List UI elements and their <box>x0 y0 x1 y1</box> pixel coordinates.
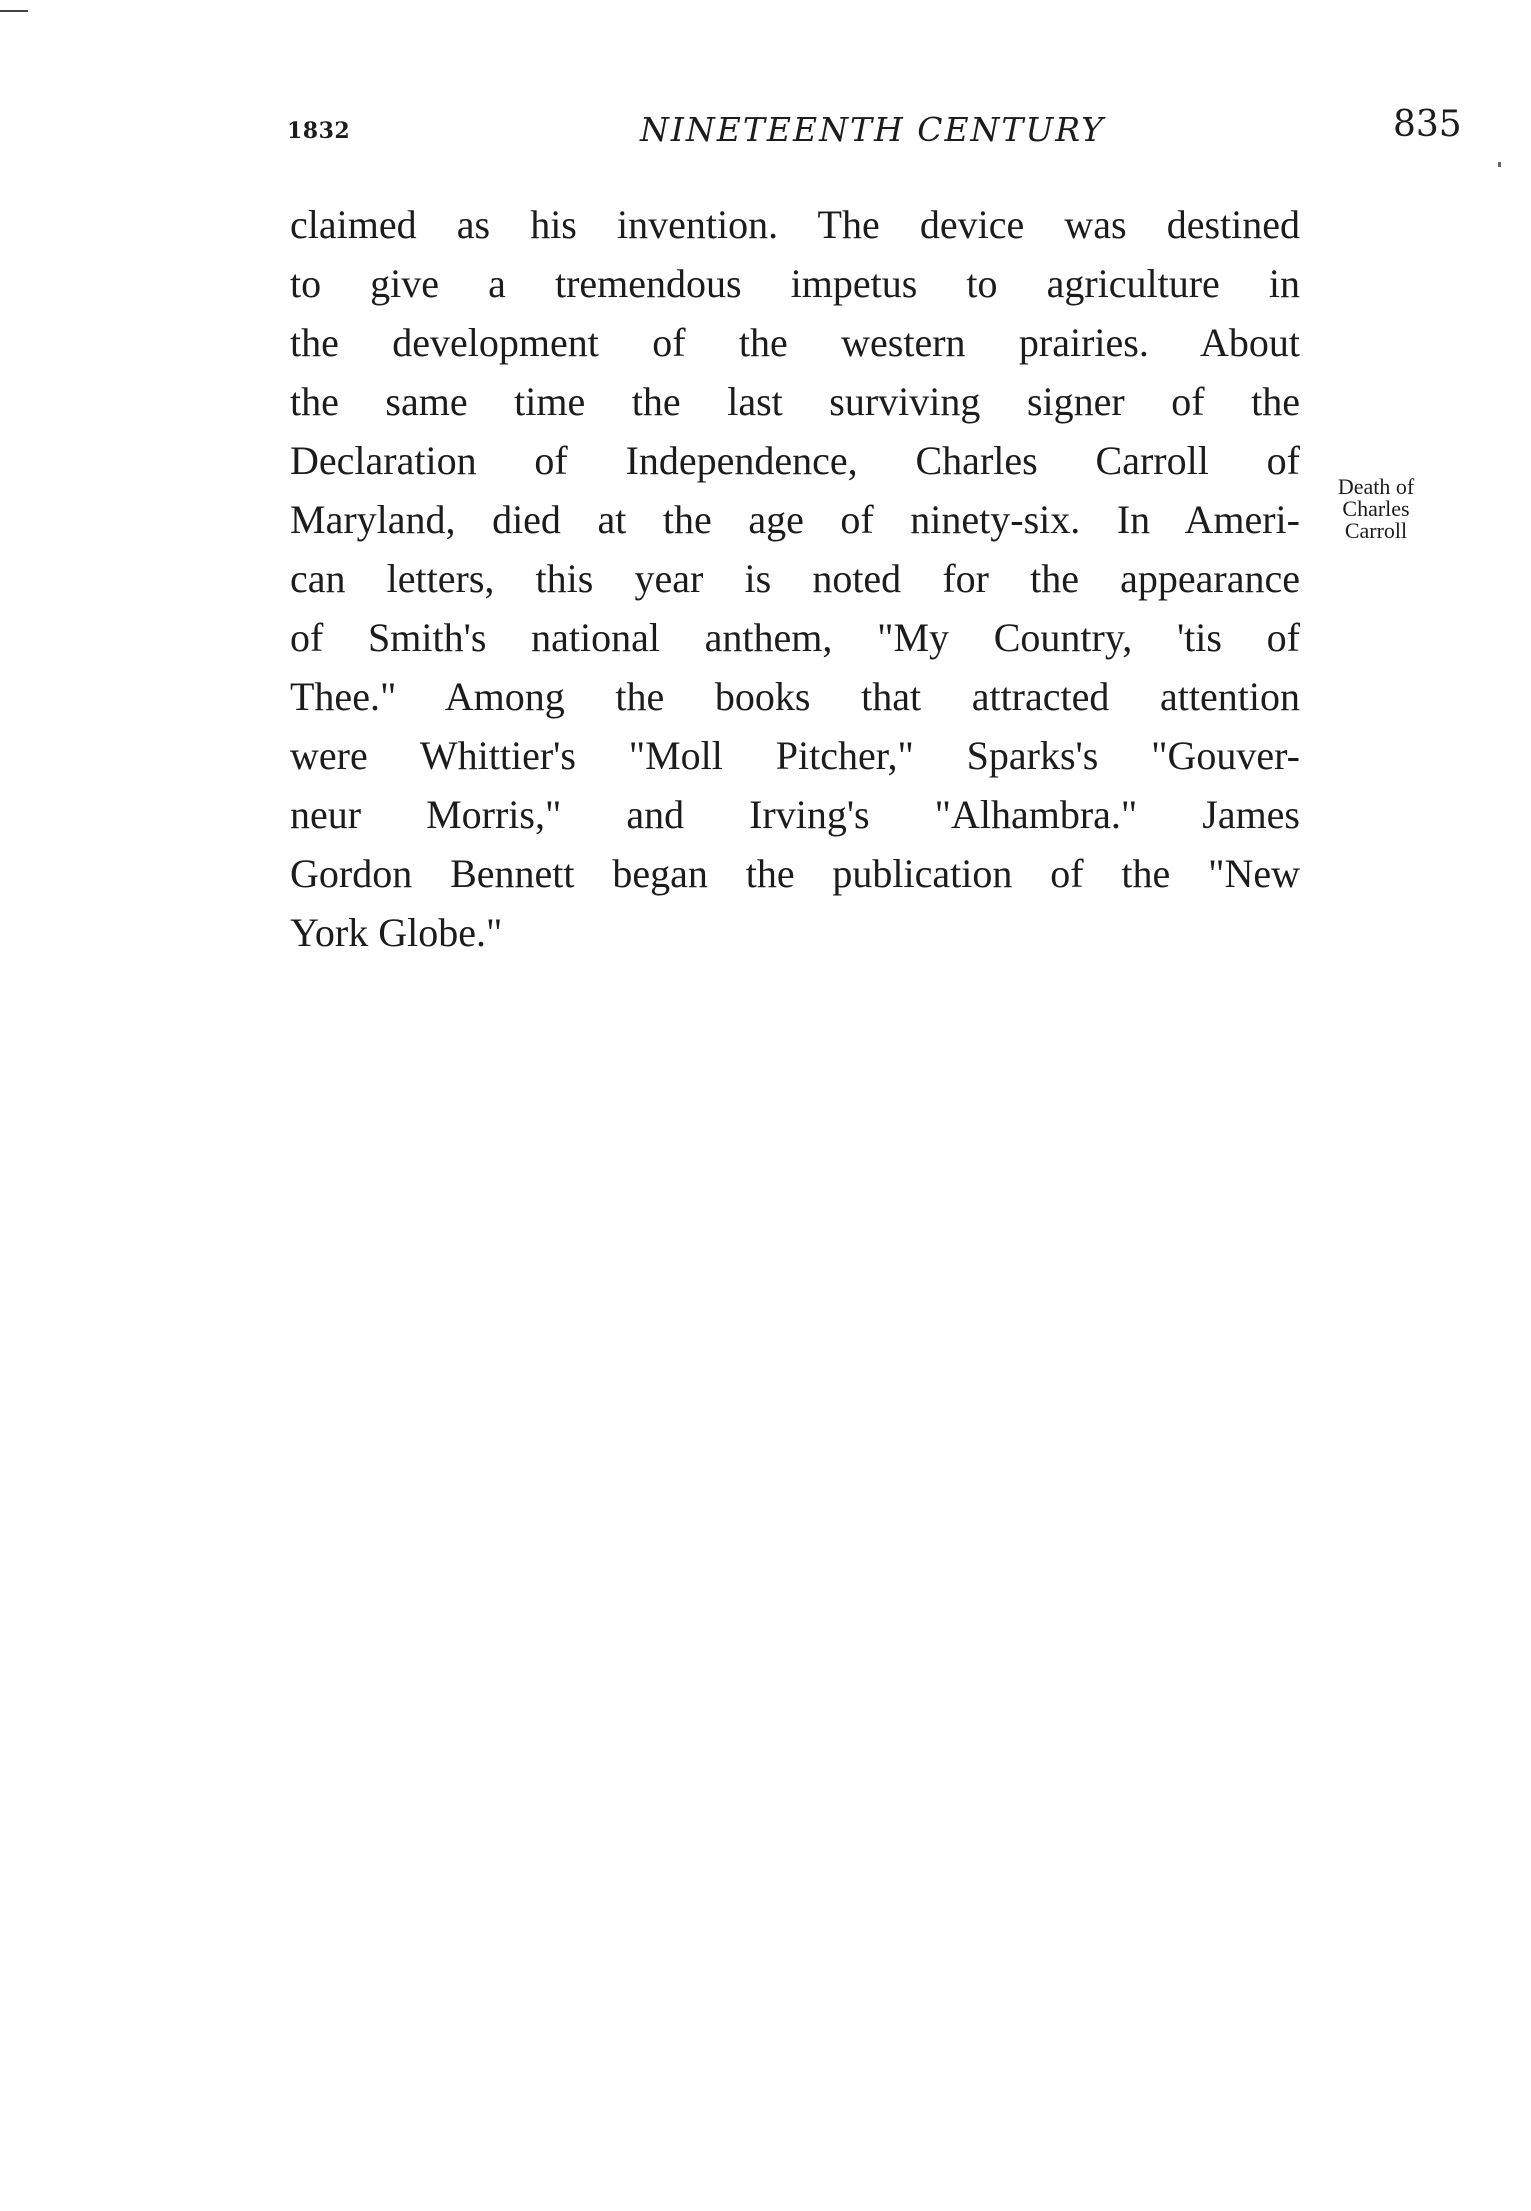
text-line: the same time the last surviving signer of the <box>290 379 1300 424</box>
text-line: Gordon Bennett began the publication of the "New <box>290 851 1300 896</box>
header-year: 1832 <box>287 118 351 144</box>
text-line: can letters, this year is noted for the appearance <box>290 556 1300 601</box>
margin-note-line: Charles <box>1342 496 1410 521</box>
page-header <box>0 104 1531 164</box>
scan-corner-mark <box>0 10 28 12</box>
text-line: the development of the western prairies. About <box>290 320 1300 365</box>
running-title: NINETEENTH CENTURY <box>640 110 1105 149</box>
text-line: neur Morris," and Irving's "Alhambra." James <box>290 792 1300 837</box>
text-line: to give a tremendous impetus to agriculture in <box>290 261 1300 306</box>
margin-note-line: Carroll <box>1344 518 1408 543</box>
text-line: Declaration of Independence, Charles Carroll of <box>290 438 1300 483</box>
page-number: 835 <box>1393 104 1462 145</box>
text-line: claimed as his invention. The device was destined <box>290 202 1300 247</box>
text-line: Thee." Among the books that attracted attention <box>290 674 1300 719</box>
margin-note-line: Death of <box>1337 474 1415 499</box>
text-line: were Whittier's "Moll Pitcher," Sparks's "Gouver- <box>290 733 1300 778</box>
text-line: of Smith's national anthem, "My Country, 'tis of <box>290 615 1300 660</box>
scan-speck <box>1498 162 1501 167</box>
text-line: York Globe." <box>290 910 503 955</box>
text-line: Maryland, died at the age of ninety-six. In Ameri- <box>290 497 1300 542</box>
body-paragraph <box>290 195 1300 962</box>
margin-note <box>1316 476 1436 542</box>
